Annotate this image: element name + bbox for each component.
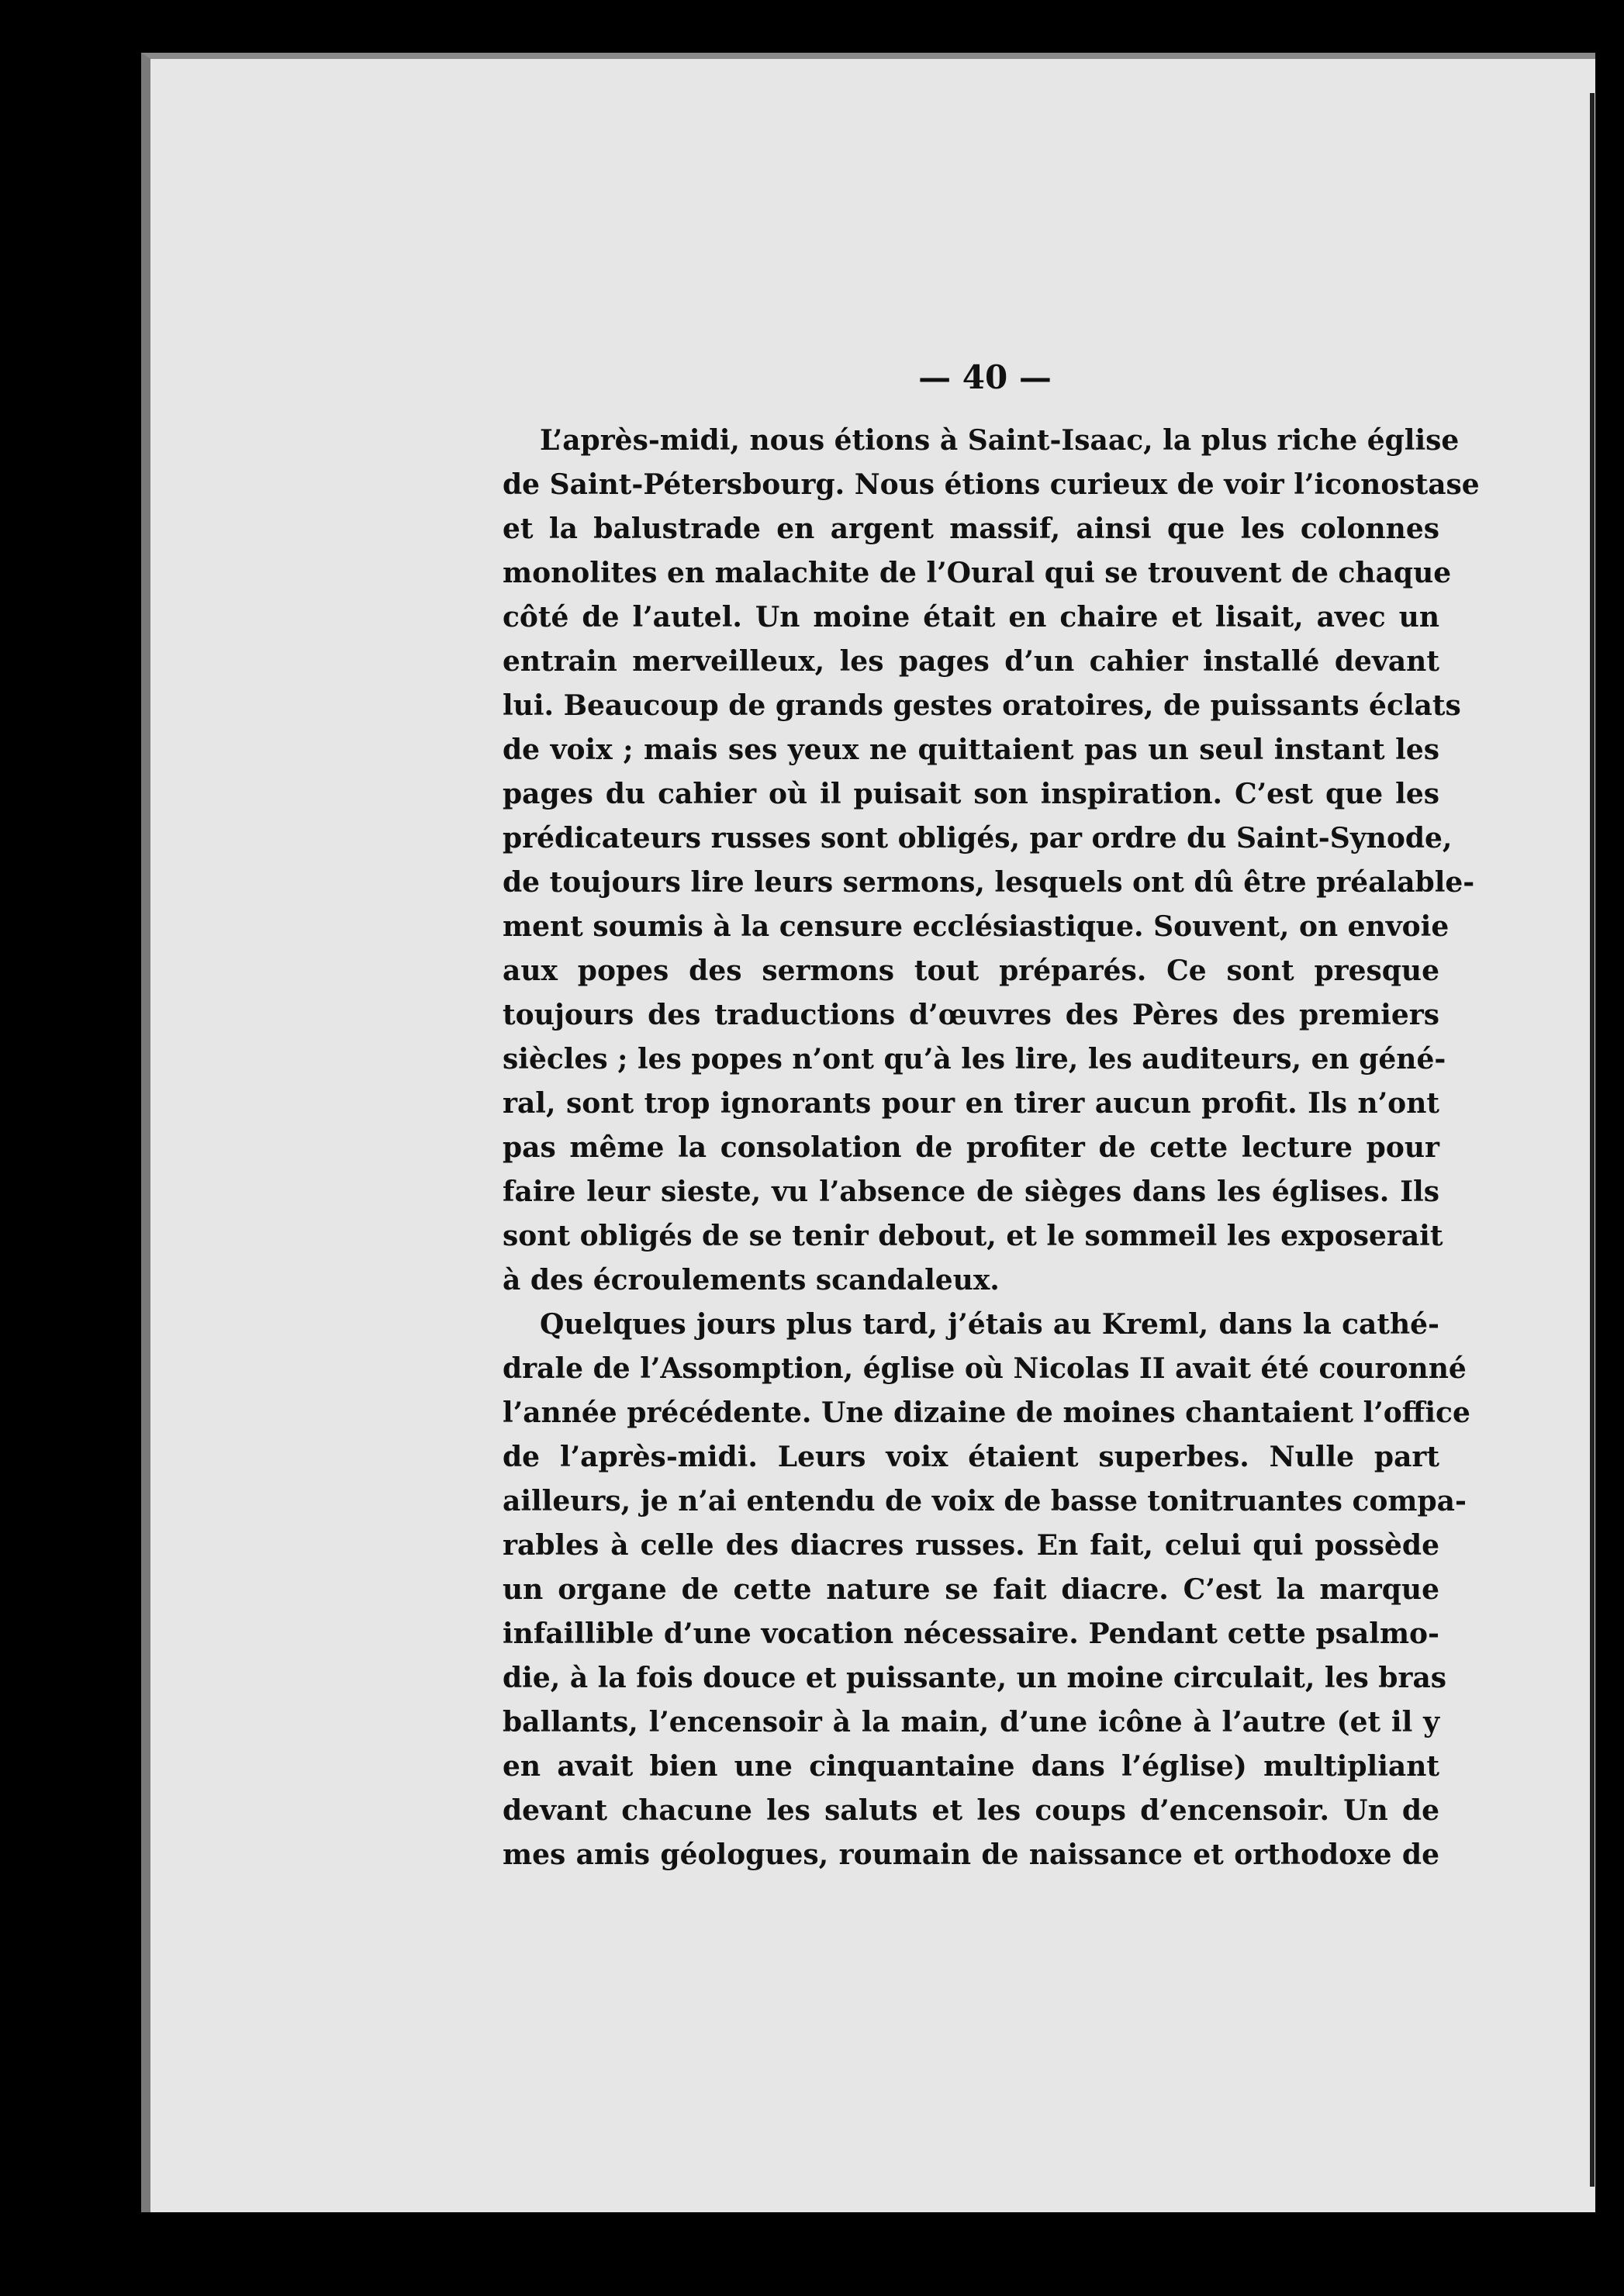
text-line: à des écroulements scandaleux. xyxy=(503,1264,1000,1296)
page-edge xyxy=(1590,93,1595,2187)
text-line: Quelques jours plus tard, j’étais au Kreml, dans la cathé- xyxy=(540,1308,1439,1341)
text-line: pas même la consolation de profiter de cette lecture pour xyxy=(503,1131,1439,1164)
text-line: de l’après-midi. Leurs voix étaient superbes. Nulle part xyxy=(503,1441,1439,1473)
text-line: de Saint-Pétersbourg. Nous étions curieux de voir l’iconostase xyxy=(503,468,1480,501)
text-line: sont obligés de se tenir debout, et le sommeil les exposerait xyxy=(503,1220,1443,1252)
text-line: ballants, l’encensoir à la main, d’une icône à l’autre (et il y xyxy=(503,1706,1439,1738)
text-line: de toujours lire leurs sermons, lesquels ont dû être préalable- xyxy=(503,866,1475,899)
text-line: l’année précédente. Une dizaine de moines chantaient l’office xyxy=(503,1397,1470,1429)
text-line: L’après-midi, nous étions à Saint-Isaac, la plus riche église xyxy=(540,424,1460,457)
text-line: rables à celle des diacres russes. En fait, celui qui possède xyxy=(503,1529,1439,1562)
paragraph-1 xyxy=(503,419,1480,1303)
text-line: ailleurs, je n’ai entendu de voix de basse tonitruantes compa- xyxy=(503,1485,1467,1517)
text-line: monolites en malachite de l’Oural qui se trouvent de chaque xyxy=(503,557,1452,589)
text-line: ment soumis à la censure ecclésiastique. Souvent, on envoie xyxy=(503,910,1450,943)
text-line: faire leur sieste, vu l’absence de sièges dans les églises. Ils xyxy=(503,1176,1439,1208)
text-line: lui. Beaucoup de grands gestes oratoires, de puissants éclats xyxy=(503,689,1461,722)
text-line: en avait bien une cinquantaine dans l’église) multipliant xyxy=(503,1750,1439,1783)
text-line: de voix ; mais ses yeux ne quittaient pas un seul instant les xyxy=(503,734,1439,766)
text-line: côté de l’autel. Un moine était en chaire et lisait, avec un xyxy=(503,601,1439,634)
text-line: devant chacune les saluts et les coups d’encensoir. Un de xyxy=(503,1794,1439,1827)
text-line: aux popes des sermons tout préparés. Ce sont presque xyxy=(503,955,1439,987)
text-line: prédicateurs russes sont obligés, par ordre du Saint-Synode, xyxy=(503,822,1453,855)
text-line: siècles ; les popes n’ont qu’à les lire, les auditeurs, en géné- xyxy=(503,1043,1446,1075)
text-line: entrain merveilleux, les pages d’un cahier installé devant xyxy=(503,645,1439,678)
page-number: — 40 — xyxy=(918,358,1052,396)
text-line: toujours des traductions d’œuvres des Pères des premiers xyxy=(503,999,1439,1031)
text-line: un organe de cette nature se fait diacre. C’est la marque xyxy=(503,1573,1439,1606)
text-line: mes amis géologues, roumain de naissance et orthodoxe de xyxy=(503,1839,1439,1871)
text-line: die, à la fois douce et puissante, un moine circulait, les bras xyxy=(503,1662,1447,1694)
text-line: ral, sont trop ignorants pour en tirer aucun profit. Ils n’ont xyxy=(503,1087,1439,1120)
text-line: pages du cahier où il puisait son inspiration. C’est que les xyxy=(503,778,1439,810)
body-text xyxy=(503,419,1480,1877)
paragraph-2 xyxy=(503,1303,1470,1877)
text-line: et la balustrade en argent massif, ainsi que les colonnes xyxy=(503,513,1439,545)
text-line: drale de l’Assomption, église où Nicolas II avait été couronné xyxy=(503,1352,1467,1385)
text-line: infaillible d’une vocation nécessaire. Pendant cette psalmo- xyxy=(503,1618,1439,1650)
